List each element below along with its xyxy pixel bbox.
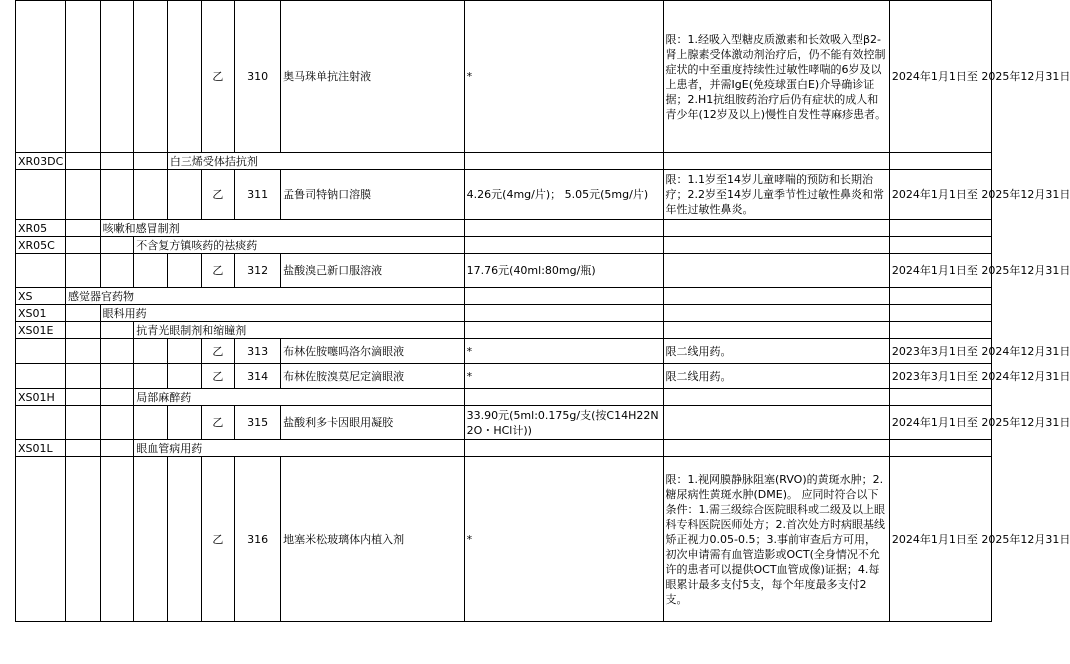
empty-cell — [100, 389, 134, 406]
empty-cell — [134, 153, 168, 170]
number-cell: 314 — [235, 364, 281, 389]
category-row — [16, 389, 992, 406]
grade-cell: 乙 — [201, 170, 235, 220]
empty-cell — [16, 254, 66, 288]
empty-cell — [464, 322, 663, 339]
empty-cell — [100, 322, 134, 339]
period-cell: 2023年3月1日至 2024年12月31日 — [889, 339, 991, 364]
category-code-cell: XS01H — [16, 389, 66, 406]
category-label-cell: 白三烯受体拮抗剂 — [167, 153, 464, 170]
empty-cell — [134, 457, 168, 622]
category-code-cell: XS01E — [16, 322, 66, 339]
drug-name-cell: 奥马珠单抗注射液 — [281, 1, 465, 153]
grade-cell: 乙 — [201, 254, 235, 288]
category-row — [16, 220, 992, 237]
empty-cell — [663, 305, 889, 322]
empty-cell — [100, 1, 134, 153]
empty-cell — [889, 389, 991, 406]
price-cell: * — [464, 1, 663, 153]
empty-cell — [167, 254, 201, 288]
drug-row — [16, 170, 992, 220]
empty-cell — [464, 389, 663, 406]
empty-cell — [16, 457, 66, 622]
drug-row — [16, 339, 992, 364]
empty-cell — [65, 254, 100, 288]
remark-cell: 限：1.经吸入型糖皮质激素和长效吸入型β2-肾上腺素受体激动剂治疗后，仍不能有效控制症状的中至重度持续性过敏性哮喘的6岁及以上患者，并需IgE(免疫球蛋白E)介导确诊证据；2.H1抗组胺药治疗后仍有症状的成人和青少年(12岁及以上)慢性自发性荨麻疹患者。 — [663, 1, 889, 153]
empty-cell — [889, 153, 991, 170]
grade-cell: 乙 — [201, 339, 235, 364]
empty-cell — [134, 364, 168, 389]
category-label-cell: 局部麻醉药 — [134, 389, 464, 406]
drug-row — [16, 406, 992, 440]
empty-cell — [663, 153, 889, 170]
empty-cell — [100, 364, 134, 389]
empty-cell — [889, 305, 991, 322]
category-row — [16, 237, 992, 254]
price-cell: * — [464, 339, 663, 364]
empty-cell — [167, 170, 201, 220]
empty-cell — [464, 288, 663, 305]
remark-cell: 限二线用药。 — [663, 339, 889, 364]
empty-cell — [65, 440, 100, 457]
empty-cell — [889, 288, 991, 305]
drug-name-cell: 布林佐胺噻吗洛尔滴眼液 — [281, 339, 465, 364]
empty-cell — [65, 322, 100, 339]
price-cell: 4.26元(4mg/片)； 5.05元(5mg/片) — [464, 170, 663, 220]
number-cell: 313 — [235, 339, 281, 364]
period-cell: 2024年1月1日至 2025年12月31日 — [889, 254, 991, 288]
grade-cell: 乙 — [201, 457, 235, 622]
empty-cell — [167, 1, 201, 153]
empty-cell — [65, 237, 100, 254]
drug-row — [16, 1, 992, 153]
empty-cell — [16, 364, 66, 389]
empty-cell — [134, 339, 168, 364]
empty-cell — [889, 322, 991, 339]
drug-name-cell: 地塞米松玻璃体内植入剂 — [281, 457, 465, 622]
empty-cell — [65, 389, 100, 406]
empty-cell — [100, 339, 134, 364]
category-code-cell: XS01 — [16, 305, 66, 322]
empty-cell — [889, 220, 991, 237]
drug-row — [16, 364, 992, 389]
empty-cell — [100, 153, 134, 170]
category-row — [16, 322, 992, 339]
drug-row — [16, 254, 992, 288]
category-label-cell: 抗青光眼制剂和缩瞳剂 — [134, 322, 464, 339]
period-cell: 2023年3月1日至 2024年12月31日 — [889, 364, 991, 389]
empty-cell — [100, 457, 134, 622]
category-row — [16, 305, 992, 322]
number-cell: 312 — [235, 254, 281, 288]
category-label-cell: 感觉器官药物 — [65, 288, 464, 305]
empty-cell — [16, 1, 66, 153]
empty-cell — [100, 237, 134, 254]
empty-cell — [100, 440, 134, 457]
drug-catalog-table — [15, 0, 1070, 622]
grade-cell: 乙 — [201, 1, 235, 153]
grade-cell: 乙 — [201, 406, 235, 440]
number-cell: 310 — [235, 1, 281, 153]
empty-cell — [464, 440, 663, 457]
empty-cell — [889, 440, 991, 457]
empty-cell — [167, 406, 201, 440]
empty-cell — [167, 457, 201, 622]
empty-cell — [65, 305, 100, 322]
empty-cell — [663, 389, 889, 406]
empty-cell — [167, 339, 201, 364]
drug-name-cell: 盐酸利多卡因眼用凝胶 — [281, 406, 465, 440]
category-row — [16, 153, 992, 170]
drug-name-cell: 孟鲁司特钠口溶膜 — [281, 170, 465, 220]
remark-cell: 限：1.视网膜静脉阻塞(RVO)的黄斑水肿；2.糖尿病性黄斑水肿(DME)。 应同时符合以下条件：1.需三级综合医院眼科或二级及以上眼科专科医院医师处方；2.首次处方时病眼基线矫正视力0.05-0.5；3.事前审查后方可用，初次申请需有血管造影或OCT(全身情况不允许的患者可以提供OCT血管成像)证据；4.每眼累计最多支付5支，每个年度最多支付2支。 — [663, 457, 889, 622]
empty-cell — [889, 237, 991, 254]
drug-row — [16, 457, 992, 622]
category-label-cell: 眼血管病用药 — [134, 440, 464, 457]
empty-cell — [65, 364, 100, 389]
empty-cell — [65, 170, 100, 220]
empty-cell — [65, 457, 100, 622]
empty-cell — [100, 406, 134, 440]
category-label-cell: 不含复方镇咳药的祛痰药 — [134, 237, 464, 254]
remark-cell: 限：1.1岁至14岁儿童哮喘的预防和长期治疗；2.2岁至14岁儿童季节性过敏性鼻炎和常年性过敏性鼻炎。 — [663, 170, 889, 220]
empty-cell — [134, 254, 168, 288]
number-cell: 316 — [235, 457, 281, 622]
remark-cell — [663, 406, 889, 440]
empty-cell — [16, 406, 66, 440]
empty-cell — [663, 322, 889, 339]
empty-cell — [464, 305, 663, 322]
empty-cell — [134, 1, 168, 153]
empty-cell — [464, 220, 663, 237]
drug-name-cell: 布林佐胺溴莫尼定滴眼液 — [281, 364, 465, 389]
empty-cell — [134, 170, 168, 220]
empty-cell — [663, 288, 889, 305]
empty-cell — [663, 237, 889, 254]
category-row — [16, 440, 992, 457]
empty-cell — [464, 237, 663, 254]
empty-cell — [65, 220, 100, 237]
category-label-cell: 咳嗽和感冒制剂 — [100, 220, 464, 237]
remark-cell: 限二线用药。 — [663, 364, 889, 389]
price-cell: 17.76元(40ml:80mg/瓶) — [464, 254, 663, 288]
empty-cell — [65, 153, 100, 170]
period-cell: 2024年1月1日至 2025年12月31日 — [889, 406, 991, 440]
empty-cell — [464, 153, 663, 170]
empty-cell — [134, 406, 168, 440]
empty-cell — [16, 170, 66, 220]
empty-cell — [16, 339, 66, 364]
drug-name-cell: 盐酸溴己新口服溶液 — [281, 254, 465, 288]
category-code-cell: XS01L — [16, 440, 66, 457]
category-code-cell: XR05C — [16, 237, 66, 254]
category-code-cell: XR05 — [16, 220, 66, 237]
empty-cell — [65, 406, 100, 440]
period-cell: 2024年1月1日至 2025年12月31日 — [889, 457, 991, 622]
empty-cell — [100, 170, 134, 220]
period-cell: 2024年1月1日至 2025年12月31日 — [889, 170, 991, 220]
category-label-cell: 眼科用药 — [100, 305, 464, 322]
number-cell: 311 — [235, 170, 281, 220]
price-cell: * — [464, 457, 663, 622]
category-code-cell: XR03DC — [16, 153, 66, 170]
category-row — [16, 288, 992, 305]
empty-cell — [65, 1, 100, 153]
period-cell: 2024年1月1日至 2025年12月31日 — [889, 1, 991, 153]
remark-cell — [663, 254, 889, 288]
price-cell: * — [464, 364, 663, 389]
grade-cell: 乙 — [201, 364, 235, 389]
number-cell: 315 — [235, 406, 281, 440]
empty-cell — [663, 220, 889, 237]
empty-cell — [100, 254, 134, 288]
empty-cell — [167, 364, 201, 389]
empty-cell — [65, 339, 100, 364]
price-cell: 33.90元(5ml:0.175g/支(按C14H22N2O・HCl计)) — [464, 406, 663, 440]
empty-cell — [663, 440, 889, 457]
category-code-cell: XS — [16, 288, 66, 305]
